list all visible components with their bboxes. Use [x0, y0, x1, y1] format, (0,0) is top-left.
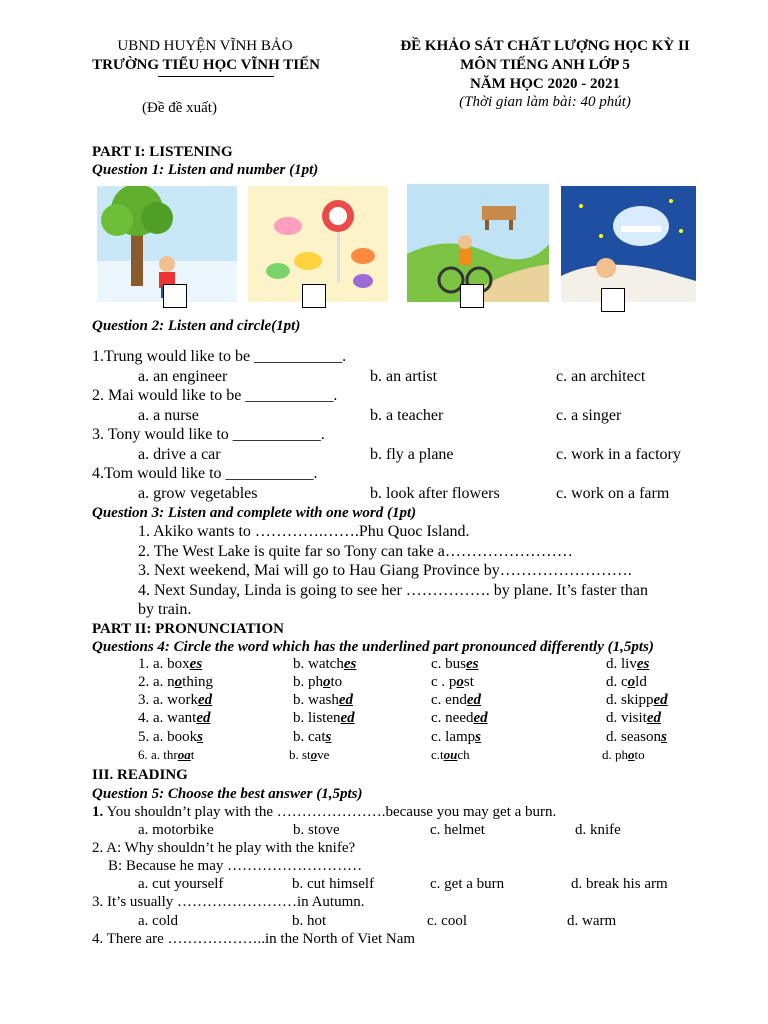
word-part: t [190, 747, 195, 762]
answer-box-4[interactable] [601, 288, 625, 312]
word-part: 4. a. want [138, 710, 197, 726]
question5-heading: Question 5: Choose the best answer (1,5pts) [92, 786, 363, 802]
q2-item3-option-b[interactable]: b. fly a plane [370, 446, 454, 463]
q3-item3: 3. Next weekend, Mai will go to Hau Giang Province by……………………. [138, 562, 632, 579]
word-part: b. wash [293, 692, 339, 708]
underlined-part: es [189, 656, 203, 672]
word-part: 6. a. thr [138, 747, 178, 762]
q2-item3-stem: 3. Tony would like to ___________. [92, 426, 325, 443]
pron-q3-option-a[interactable] [138, 692, 212, 709]
word-part: ve [317, 747, 330, 762]
pron-q1-option-a[interactable] [138, 656, 202, 673]
q5-item3-option-b[interactable]: b. hot [292, 913, 327, 929]
header-divider [158, 76, 274, 77]
time-limit: (Thời gian làm bài: 40 phút) [459, 94, 631, 110]
word-part: b. listen [293, 710, 341, 726]
word-part: thing [182, 674, 214, 690]
school-year: NĂM HỌC 2020 - 2021 [470, 76, 620, 92]
word-part: ch [457, 747, 470, 762]
q5-item2-stem-b: B: Because he may ……………………… [108, 858, 363, 874]
q2-item4-option-a[interactable]: a. grow vegetables [138, 485, 258, 502]
word-part: c. need [431, 710, 474, 726]
underlined-part: s [661, 729, 667, 745]
part3-title: III. READING [92, 767, 188, 783]
q2-item4-option-c[interactable]: c. work on a farm [556, 485, 670, 502]
answer-box-3[interactable] [460, 284, 484, 308]
pron-q1-option-d[interactable] [606, 656, 649, 673]
word-part: b. cat [293, 729, 326, 745]
exam-subject: MÔN TIẾNG ANH LỚP 5 [460, 57, 630, 73]
exam-proposal-note: (Đề đề xuất) [142, 100, 217, 116]
pron-q5-option-b[interactable] [293, 729, 331, 746]
question1-heading: Question 1: Listen and number (1pt) [92, 162, 319, 178]
q2-item2-option-b[interactable]: b. a teacher [370, 407, 444, 424]
pron-q1-option-b[interactable] [293, 656, 356, 673]
pron-q4-option-b[interactable] [293, 710, 355, 727]
pron-q6-option-c[interactable] [431, 747, 470, 763]
q2-item1-option-b[interactable]: b. an artist [370, 368, 438, 385]
q3-item2: 2. The West Lake is quite far so Tony can take a…………………… [138, 543, 573, 560]
q5-item1-option-b[interactable]: b. stove [293, 822, 340, 838]
q3-item1: 1. Akiko wants to ………….…….Phu Quoc Island. [138, 523, 470, 540]
word-part: b. watch [293, 656, 344, 672]
pron-q6-option-d[interactable] [602, 747, 645, 763]
pron-q2-option-a[interactable] [138, 674, 213, 691]
word-part: d. c [606, 674, 628, 690]
pron-q2-option-b[interactable] [293, 674, 342, 691]
q5-item1-stem [92, 804, 556, 821]
q2-item4-stem: 4.Tom would like to ___________. [92, 465, 318, 482]
word-part: c. lamp [431, 729, 476, 745]
q5-item3-option-d[interactable]: d. warm [567, 913, 617, 929]
underlined-part: o [456, 674, 464, 690]
pron-q3-option-d[interactable] [606, 692, 668, 709]
q3-item4: 4. Next Sunday, Linda is going to see her ……………. by plane. It’s faster than [138, 582, 648, 599]
underlined-part: ed [340, 710, 355, 726]
underlined-part: ed [466, 692, 481, 708]
q2-item2-option-a[interactable]: a. a nurse [138, 407, 199, 424]
word-part: d. skipp [606, 692, 654, 708]
underlined-part: es [636, 656, 650, 672]
answer-box-1[interactable] [163, 284, 187, 308]
word-part: b. ph [293, 674, 323, 690]
word-part: st [463, 674, 474, 690]
q5-item1-number: 1. [92, 804, 104, 820]
underlined-part: s [475, 729, 481, 745]
underlined-part: o [628, 747, 635, 762]
word-part: c. bus [431, 656, 466, 672]
question3-heading: Question 3: Listen and complete with one word (1pt) [92, 505, 417, 521]
question4-heading: Questions 4: Circle the word which has the underlined part pronounced differently (1,5pts) [92, 639, 654, 655]
pron-q5-option-a[interactable] [138, 729, 203, 746]
q5-item3-stem: 3. It’s usually ……………………in Autumn. [92, 894, 365, 910]
q2-item2-option-c[interactable]: c. a singer [556, 407, 622, 424]
pron-q4-option-c[interactable] [431, 710, 488, 727]
underlined-part: ou [443, 747, 458, 762]
underlined-part: o [323, 674, 331, 690]
word-part: 1. a. box [138, 656, 190, 672]
pron-q2-option-c[interactable] [431, 674, 474, 691]
answer-box-2[interactable] [302, 284, 326, 308]
underlined-part: es [466, 656, 479, 672]
q5-item2-option-a[interactable]: a. cut yourself [138, 876, 224, 892]
word-part: b. st [289, 747, 311, 762]
pron-q5-option-c[interactable] [431, 729, 481, 746]
q5-item2-stem-a: 2. A: Why shouldn’t he play with the knife? [92, 840, 356, 856]
q5-item3-option-a[interactable]: a. cold [138, 913, 178, 929]
pron-q2-option-d[interactable] [606, 674, 647, 691]
word-part: 2. a. n [138, 674, 175, 690]
q5-item2-option-b[interactable]: b. cut himself [292, 876, 375, 892]
underlined-part: es [343, 656, 357, 672]
q2-item2-stem: 2. Mai would like to be ___________. [92, 387, 338, 404]
word-part: 3. a. work [138, 692, 198, 708]
pron-q4-option-d[interactable] [606, 710, 661, 727]
q3-item4-continued: by train. [138, 601, 192, 618]
underlined-part: ed [646, 710, 662, 726]
q5-item2-option-d[interactable]: d. break his arm [571, 876, 668, 892]
part1-title: PART I: LISTENING [92, 144, 233, 160]
word-part: to [634, 747, 645, 762]
school-name: TRƯỜNG TIỂU HỌC VĨNH TIẾN [92, 57, 320, 73]
underlined-part: ed [653, 692, 668, 708]
underlined-part: s [197, 729, 204, 745]
q5-item1-option-a[interactable]: a. motorbike [138, 822, 214, 838]
word-part: c.t [431, 747, 444, 762]
underlined-part: ed [198, 692, 213, 708]
pron-q4-option-a[interactable] [138, 710, 211, 727]
word-part: to [330, 674, 343, 690]
pron-q1-option-c[interactable] [431, 656, 479, 673]
question2-heading: Question 2: Listen and circle(1pt) [92, 318, 301, 334]
part2-title: PART II: PRONUNCIATION [92, 621, 284, 637]
q2-item1-stem: 1.Trung would like to be ___________. [92, 348, 347, 365]
q2-item1-option-c[interactable]: c. an architect [556, 368, 646, 385]
school-district: UBND HUYỆN VĨNH BẢO [117, 38, 293, 54]
underlined-part: o [627, 674, 636, 690]
q2-item4-option-b[interactable]: b. look after flowers [370, 485, 500, 502]
underlined-part: ed [473, 710, 488, 726]
q2-item3-option-c[interactable]: c. work in a factory [556, 446, 681, 463]
word-part: c . p [431, 674, 457, 690]
underlined-part: ed [196, 710, 211, 726]
word-part: 5. a. book [138, 729, 198, 745]
pron-q3-option-c[interactable] [431, 692, 481, 709]
picture-dream-pilot [561, 186, 696, 302]
word-part: c. end [431, 692, 467, 708]
q5-item3-option-c[interactable]: c. cool [427, 913, 467, 929]
exam-title: ĐỀ KHẢO SÁT CHẤT LƯỢNG HỌC KỲ II [400, 38, 690, 54]
word-part: d. season [606, 729, 661, 745]
q5-item1-text: You shouldn’t play with the ………………….because you may get a burn. [103, 804, 557, 820]
pron-q6-option-b[interactable] [289, 747, 329, 763]
q2-item1-option-a[interactable]: a. an engineer [138, 368, 228, 385]
underlined-part: oa [177, 747, 191, 762]
q2-item3-option-a[interactable]: a. drive a car [138, 446, 221, 463]
q5-item1-option-d[interactable]: d. knife [575, 822, 621, 838]
pron-q5-option-d[interactable] [606, 729, 667, 746]
pron-q6-option-a[interactable] [138, 747, 194, 763]
word-part: d. liv [606, 656, 637, 672]
q5-item1-option-c[interactable]: c. helmet [430, 822, 485, 838]
q5-item4-stem: 4. There are ………………..in the North of Viet Nam [92, 931, 416, 947]
q5-item2-option-c[interactable]: c. get a burn [430, 876, 505, 892]
pron-q3-option-b[interactable] [293, 692, 353, 709]
underlined-part: o [310, 747, 318, 762]
underlined-part: o [174, 674, 183, 690]
underlined-part: s [325, 729, 332, 745]
word-part: d. visit [606, 710, 647, 726]
word-part: d. ph [602, 747, 628, 762]
underlined-part: ed [338, 692, 353, 708]
word-part: ld [635, 674, 647, 690]
